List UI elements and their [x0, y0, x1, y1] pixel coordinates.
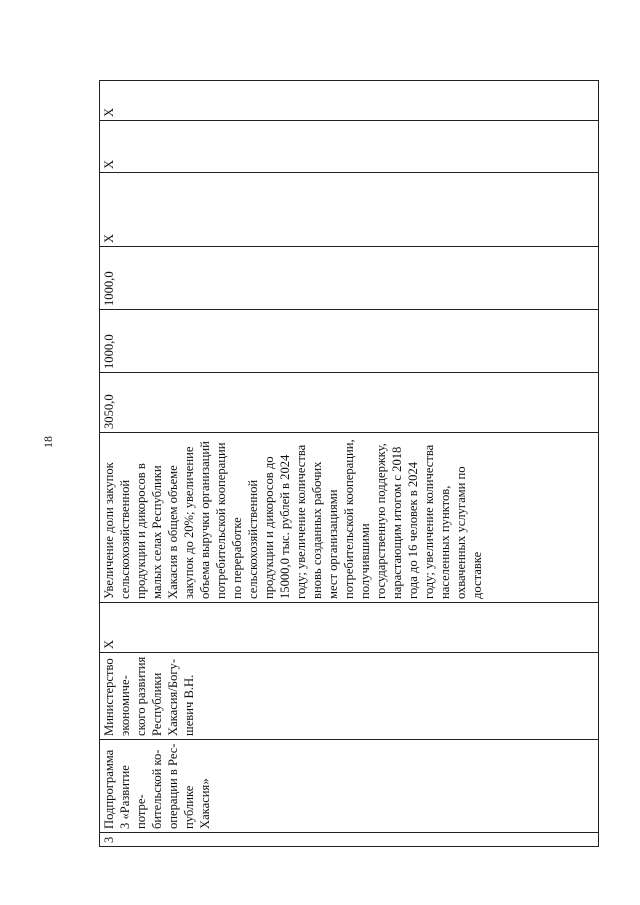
subprogram-table	[99, 80, 599, 847]
rotated-table-container	[99, 81, 599, 847]
responsible-executor: Министерство экономиче-ского развития Республики Хакасия/Богу-шевич В.Н.	[100, 653, 599, 740]
x-cell-1: Х	[100, 173, 599, 247]
target-indicators: Увеличение доли закупок сельскохозяйственной продукции и дикоросов в малых селах Республики Хакасия в общем объеме закупок до 20%; увеличение объема выручки организаций потребительской кооперации по переработке сельскохозяйственной продукции и дикоросов до 15000,0 тыс. рублей в 2024 году; увеличение количества вновь созданных рабочих мест организациями потребительской кооперации, получившими государственную поддержку, нарастающим итогом с 2018 года до 16 человек в 2024 году; увеличение количества населенных пунктов, охваченных услугами по доставке	[100, 433, 599, 603]
table-row	[100, 81, 599, 847]
page-number: 18	[41, 436, 55, 448]
mark-cell: Х	[100, 603, 599, 653]
subprogram-name: Подпрограмма 3 «Развитие потре-бительской ко-операции в Рес-публике Хакасия»	[100, 740, 599, 833]
total-amount: 3050,0	[100, 373, 599, 433]
year-amount-1: 1000,0	[100, 310, 599, 373]
x-cell-3: Х	[100, 81, 599, 121]
row-number: 3	[100, 833, 599, 847]
year-amount-2: 1000,0	[100, 247, 599, 310]
x-cell-2: Х	[100, 121, 599, 173]
